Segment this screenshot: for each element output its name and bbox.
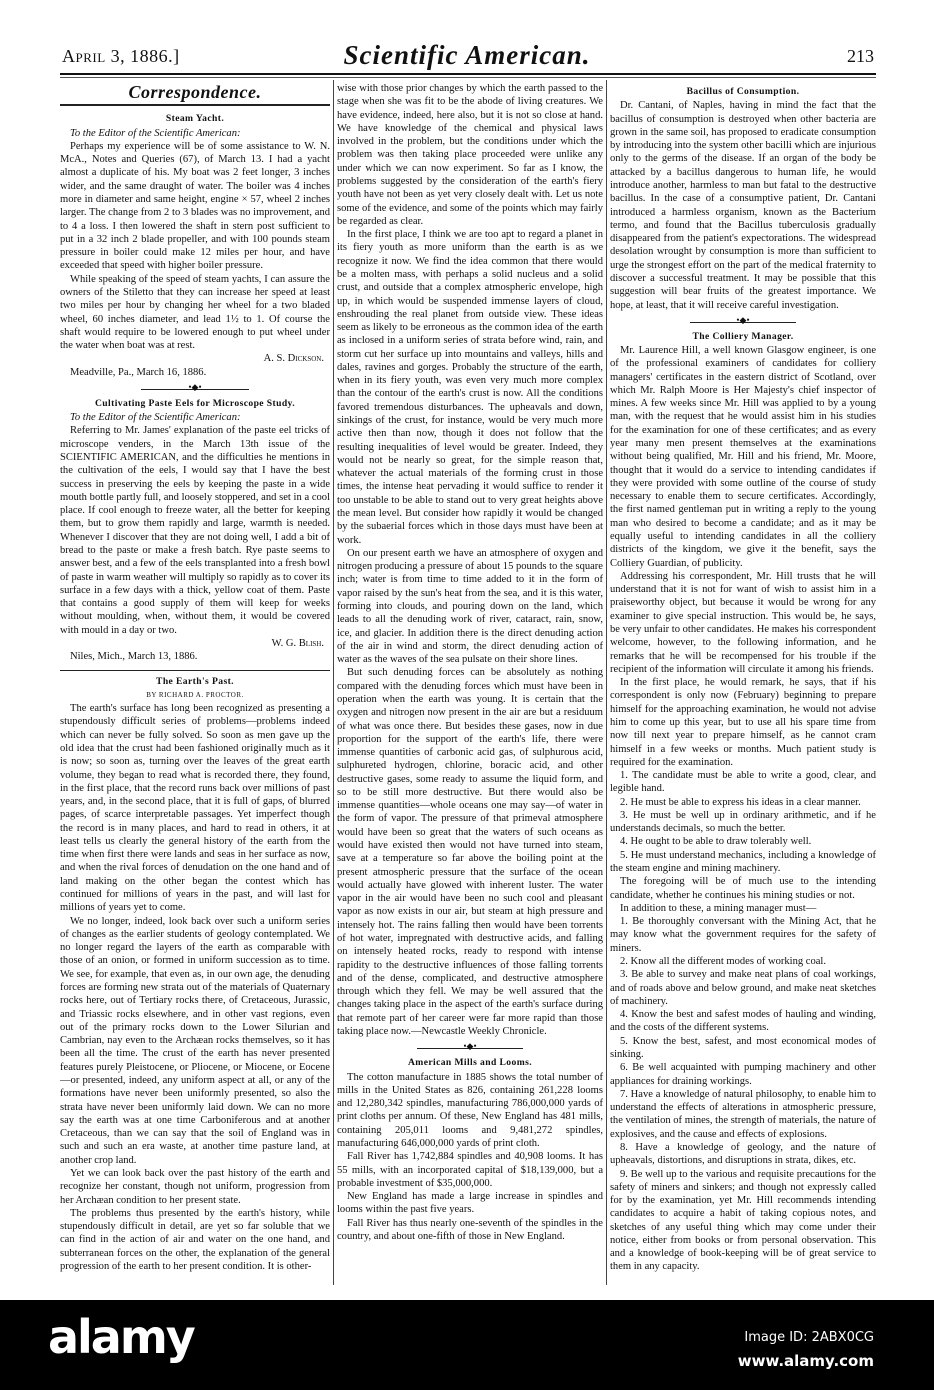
ornament-divider — [337, 1044, 603, 1052]
section-divider — [60, 670, 330, 671]
salutation: To the Editor of the Scientific American: — [70, 127, 241, 139]
paragraph: 5. Know the best, safest, and most economical modes of sinking. — [610, 1035, 876, 1060]
paragraph: The foregoing will be of much use to the intending candidate, whether he continues his mining studies or not. — [610, 876, 876, 901]
watermark-url: www.alamy.com — [737, 1352, 874, 1370]
paragraph: The earth's surface has long been recognized as presenting a stupendously difficult series of problems—problems indeed which can never be fully solved. So soon as men gave up the old idea that the crust had been fashioned originally much as it is now; so soon as, turning over the leaves of the great earth volume, they began to read what is recorded there, they found, in the first place, that the record runs back over millions of past years, and, in the second place, that it is full of gaps, of blurred pages, of scarce interpretable passages. Yet imperfect though the record is in many places, and hard to read in others, it at least tells us clearly the general history of the earth from the time when first there were lands and seas in her surface as now, and when the rival forces of denudation on the one hand and of land making on the other began the contest which has continued for millions of years in the past, and will last for millions of years yet to come. — [60, 703, 330, 914]
article-heading: Steam Yacht. — [165, 113, 225, 125]
masthead-title: Scientific American. — [343, 40, 591, 70]
watermark-bar — [0, 1300, 934, 1390]
paragraph: 6. Be well acquainted with pumping machinery and other appliances for draining workings. — [610, 1062, 876, 1087]
paragraph: 1. The candidate must be able to write a good, clear, and legible hand. — [610, 770, 876, 795]
dateline: Niles, Mich., March 13, 1886. — [70, 651, 198, 663]
paragraph: Fall River has 1,742,884 spindles and 40,908 looms. It has 55 mills, with an incorporated capital of $18,139,000, but a probable investment of $35,000,000. — [337, 1151, 603, 1189]
byline: BY RICHARD A. PROCTOR. — [146, 690, 244, 699]
paragraph: While speaking of the speed of steam yachts, I can assure the owners of the Stiletto that they can increase her speed at least two miles per hour by changing her wheel for a two bladed wheel, 60 inches diameter, and lead 1½ to 1. Of course the shaft would require to be lowered enough to put wheel under the water when boat was at rest. — [60, 273, 330, 352]
paragraph: wise with those prior changes by which the earth passed to the stage when she was fit to be the abode of living creatures. We have evidence, indeed, here also, but it is not so close at hand. We have knowledge of the chemical and physical laws involved in the problem, but the conditions under which the problem was then taking place proceeded were unlike any under which we can now experiment. So far as I know, the problems suggested by the consideration of the earth's fiery youth have not been as yet very closely dealt with. Let us note some of the evidence, and some of the points which may fairly be regarded as clear. — [337, 83, 603, 227]
alamy-logo: alamy — [48, 1310, 194, 1364]
column-1 — [60, 82, 330, 1273]
paragraph: Fall River has thus nearly one-seventh of the spindles in the country, and about one-fifth of those in New England. — [337, 1217, 603, 1242]
salutation: To the Editor of the Scientific American: — [70, 412, 241, 424]
column-3 — [610, 82, 876, 1274]
paragraph: New England has made a large increase in spindles and looms within the past five years. — [337, 1191, 603, 1216]
paragraph: On our present earth we have an atmosphere of oxygen and nitrogen producing a pressure of about 15 pounds to the square inch; water is from time to time added to it in the form of vapor raised by the sun's heat from the sea, and it is this water, forming into clouds, and pouring down on the land, which leads to all the denuding work of river, cataract, rain, snow, ice, and glacier. In addition there is the direct denuding action of the air in wind and storm, the direct denuding action of water as the waves of the sea pulsate on their shore lines. — [337, 547, 603, 666]
paragraph: Yet we can look back over the past history of the earth and recognize her constant, though not uniform, progression from her Archæan condition to her present state. — [60, 1167, 330, 1206]
paragraph: 2. Know all the different modes of working coal. — [620, 956, 827, 967]
signature: A. S. Dickson. — [263, 353, 324, 365]
paragraph: 3. Be able to survey and make neat plans of coal workings, and of roads above and below ground, and make neat sketches of machinery. — [610, 969, 876, 1007]
paragraph: 4. He ought to be able to draw tolerably well. — [620, 836, 812, 848]
paragraph: 2. He must be able to express his ideas in a clear manner. — [620, 796, 861, 808]
paragraph: 8. Have a knowledge of geology, and the nature of upheavals, distortions, and disruptions in strata, dikes, etc. — [610, 1141, 876, 1167]
paragraph: The problems thus presented by the earth's history, while stupendously difficult in detail, are yet so far soluble that we can find in the action of air and water on the one hand, and subterranean forces on the other, the explanation of the general progression of the earth to her present condition. It is other- — [60, 1207, 330, 1272]
paragraph: In the first place, he would remark, he says, that if his correspondent is only now (February) beginning to prepare himself for the approaching examination, he would not advise him to come up this year, but to use all his spare time from now till next year to prepare himself, as he cannot cram himself in a few weeks or months. Much patient study is required for the examination. — [610, 677, 876, 768]
paragraph: But such denuding forces can be absolutely as nothing compared with the denuding forces which must have been in operation when the earth was young. It is certain that the oxygen and nitrogen now present in the air are but a residuum of what was once there. But besides these gases, now in due proportion for the support of the earth's life, there were immense quantities of carbonic acid gas, of sulphurous acid, sulphureted hydrogen, chlorine, boracic acid, and other destructive gases, some ready to assume the liquid form, and so to be still more destructive. But there would also be immense quantities—whole oceans one may say—of water in the form of vapor. The pressure of that primeval atmosphere would have been so great that the waters of such oceans as would have existed then would not have turned into steam, save at a temperature so far above the boiling point at the present atmospheric pressure that the surface of the ocean would actually have glowed with inherent luster. The water vapor in the air would have been no such cool and pleasant vapor as now exists in our air, but steam at high pressure and intensely hot. The rains falling then would have been torrents of hot water, impregnated with destructive acids, and falling on intensely heated rocks, ready to respond with intense rapidity to the destructive influences of those falling torrents and of the dense, complicated, and destructive atmosphere through which they fell. We may be well assured that the changes taking place in the aspect of the earth's surface during that remote part of her career were far more rapid than those taking place now.—Newcastle Weekly Chronicle. — [337, 667, 603, 1037]
image-id: Image ID: 2ABX0CG — [744, 1330, 874, 1345]
header-rule — [60, 73, 876, 75]
paragraph: 1. Be thoroughly conversant with the Mining Act, that he may know what the government requires for the safety of miners. — [610, 916, 876, 954]
column-2 — [337, 82, 603, 1243]
column-divider — [606, 80, 607, 1285]
ornament-divider — [610, 318, 876, 326]
paragraph: Perhaps my experience will be of some assistance to W. N. McA., Notes and Queries (67), of March 13. I had a yacht almost a duplicate of his. My boat was 2 feet longer, 3 inches wider, and the same draught of water. The boiler was 4 inches more in diameter and same height, engine × 57, wheel 2 inches larger. The change from 2 to 3 blades was no improvement, and to 4 a loss. I then lowered the shaft in stern post sufficient to put in a 32 inch 2 blade propeller, and with 100 pounds steam pressure in boiler could make 12 miles per hour, and have exceeded that speed with higher boiler pressure. — [60, 140, 330, 272]
article-heading: Bacillus of Consumption. — [686, 86, 800, 97]
page-number: 213 — [847, 46, 874, 66]
section-title: Correspondence. — [60, 86, 330, 106]
paragraph: We no longer, indeed, look back over such a uniform series of changes as the earlier students of geology contemplated. We no longer regard the layers of the earth as comparable with those of an onion, or formed in uniform succession as to time. We see, for example, that even as, in our own age, the denuding forces are forming new strata out of the materials of Quaternary rocks here, out of Tertiary rocks there, of Cretaceous, Jurassic, and Triassic rocks elsewhere, and in other vast regions, even out of the primary rocks down to the Lower Silurian and Cambrian, nay even to the Archæan rocks themselves, so it has been all the time. The crust of the earth has never presented features purely Pleistocene, or Pliocene, or Miocene, or Eocene—or presented, indeed, any uniform aspect at all, or any of the formations have never been uniformly presented, so also the strata have never been uniformly laid down. We can no more say the earth was at one time Carboniferous and at another Cretaceous, than we can say that the soil of England was in such and such an era waste, at another time pasture land, at another crop land. — [60, 915, 330, 1166]
paragraph: Dr. Cantani, of Naples, having in mind the fact that the bacillus of consumption is destroyed when other bacteria are grown in the same soil, has proposed to eradicate consumption by introducing into the system other bacilli which are injurious only to the germs of the disease. If an organ of the body be attacked by a bacillus dangerous to human life, he would introduce another, harmless to man but fatal to the destructive bacillus. In the case of a consumptive patient, Dr. Cantani introduced a harmless organism, known as the Bacterium termo, and found that the Bacillus tuberculosis gradually disappeared from the patient's expectorations. The widespread desolation wrought by consumption is more than sufficient to urge the strongest effort on the part of the medical fraternity to discover a successful treatment. It may be possible that this suggestion will bear fruits of the greatest importance. We hope, at least, that it will receive careful investigation. — [610, 100, 876, 311]
paragraph: 3. He must be well up in ordinary arithmetic, and if he understands decimals, so much the better. — [610, 809, 876, 835]
paragraph: The cotton manufacture in 1885 shows the total number of mills in the United States as 826, containing 261,228 looms and 12,280,342 spindles, manufacturing 786,000,000 yards of print cloths per annum. Of these, New England has 481 mills, containing 205,011 looms and 9,481,272 spindles, manufacturing 646,000,000 yards of print cloth. — [337, 1071, 603, 1149]
issue-date: April 3, 1886.] — [62, 46, 180, 66]
dateline: Meadville, Pa., March 16, 1886. — [70, 366, 207, 378]
paragraph: Referring to Mr. James' explanation of the paste eel tricks of microscope venders, in the March 13th issue of the SCIENTIFIC AMERICAN, and the difficulties he mentions in the cultivation of the eels, I would say that I have the best success in preserving the eels by keeping the paste in a wide mouth bottle partly full, and loosely stoppered, and set in a cool place. If cool enough to freeze water, all the better for keeping them, but to grow them rapidly and large, warmth is needed. Whenever I discover that they are not doing well, I add a bit of bread to the paste or make a fresh batch. Rye paste seems to answer best, and a few of the eels transplanted into a fresh bowl of paste in warm weather will multiply so rapidly as to cover its surface in a few days with a thick, yellow coat of them. Paste that contains a good supply of them will keep for weeks without moulding, when, without them, it would be covered with mould in a day or two. — [60, 425, 330, 636]
article-heading: American Mills and Looms. — [407, 1057, 533, 1069]
paragraph: 5. He must understand mechanics, including a knowledge of the steam engine and mining machinery. — [610, 849, 876, 875]
article-heading: The Colliery Manager. — [692, 330, 794, 342]
paragraph: 4. Know the best and safest modes of hauling and winding, and the costs of the different systems. — [610, 1009, 876, 1034]
column-divider — [333, 80, 334, 1285]
paragraph: Mr. Laurence Hill, a well known Glasgow engineer, is one of the professional examiners of candidates for colliery managers' certificates in the eastern district of Scotland, over which Mr. Ralph Moore is Her Majesty's chief inspector of mines. A few weeks since Mr. Hill was applied to by a young man, with the request that he would assist him in his studies for the examination for one of these certificates; and as every year many men present themselves at the examinations without being qualified, Mr. Hill and his friend, Mr. Moore, thought that it would do a service to intending candidates if they were provided with some outline of the course of study necessary to enable them to secure certificates. Accordingly, the first named gentleman put in writing a reply to the young man who desired to become a candidate; and as it may be equally useful to intending candidates in all the colliery districts of the kingdom, we give it the benefit, says the Colliery Guardian, of publicity. — [610, 345, 876, 569]
paragraph: In addition to these, a mining manager must— — [620, 902, 817, 914]
article-heading: Cultivating Paste Eels for Microscope Study. — [94, 397, 296, 409]
article-heading: The Earth's Past. — [156, 675, 234, 687]
signature: W. G. Blish. — [271, 637, 324, 649]
paragraph: In the first place, I think we are too apt to regard a planet in its fiery youth as more uniform than the earth is as we recognize it now. We find the idea common that there would be a molten mass, with perhaps a solid nucleus and a solid crust, and outside that a complex atmospheric envelope, high up, in which would be suspended immense layers of cloud, enshrouding the real planet from outside view. These ideas seem as likely to be erroneous as the common idea of the earth as inclosed in a uniform series of strata before wind, rain, and storm cut her surface up into mountains and valleys, hills and dales, ravines and gorges. Probably the structure of the earth, when in its fiery youth, was even very much more complex than the contour of the earth's crust is now. All the conditions favored tremendous disturbances. The upheavals and down, sinkings of the crust, for instance, would be very much more active then than now, though it does not follow that the resulting inequalities of level would be greater. Indeed, they would not be nearly so great, for the simple reason that, whatever the actual materials of the forming crust in those times, the intense heat pervading it would suffice to render it too unstable to be able to stand out to very great heights above the mean level. But consider how rapidly it would be changed by the subaerial forces which in those days must have been at work. — [337, 229, 603, 546]
header-rule-thin — [60, 77, 876, 78]
paragraph: 9. Be well up to the various and requisite precautions for the safety of miners and sinkers; and though not expressly called for by the examination, yet Mr. Hill recommends intending candidates to acquire a habit of taking copious notes, and sketches of any useful thing which may come under their notice, either from books or from personal observation. This and a knowledge of book-keeping will be of great service to them in any capacity. — [610, 1168, 876, 1273]
paragraph: Addressing his correspondent, Mr. Hill trusts that he will understand that it is not for want of wish to assist him in a praiseworthy object, but because it would be wrong for any examiner to give special instruction. This would be, he says, be very unfair to other candidates. He makes his correspondent welcome, however, to the following information, and he remarks that he will be recompensed for his trouble if the recipient of the information will circulate it among his friends. — [610, 570, 876, 675]
paragraph: 7. Have a knowledge of natural philosophy, to enable him to understand the effects of alterations in atmospheric pressure, the ventilation of mines, the strength of materials, the nature of explosives, and the cause and effects of explosions. — [610, 1088, 876, 1140]
ornament-divider — [60, 385, 330, 393]
